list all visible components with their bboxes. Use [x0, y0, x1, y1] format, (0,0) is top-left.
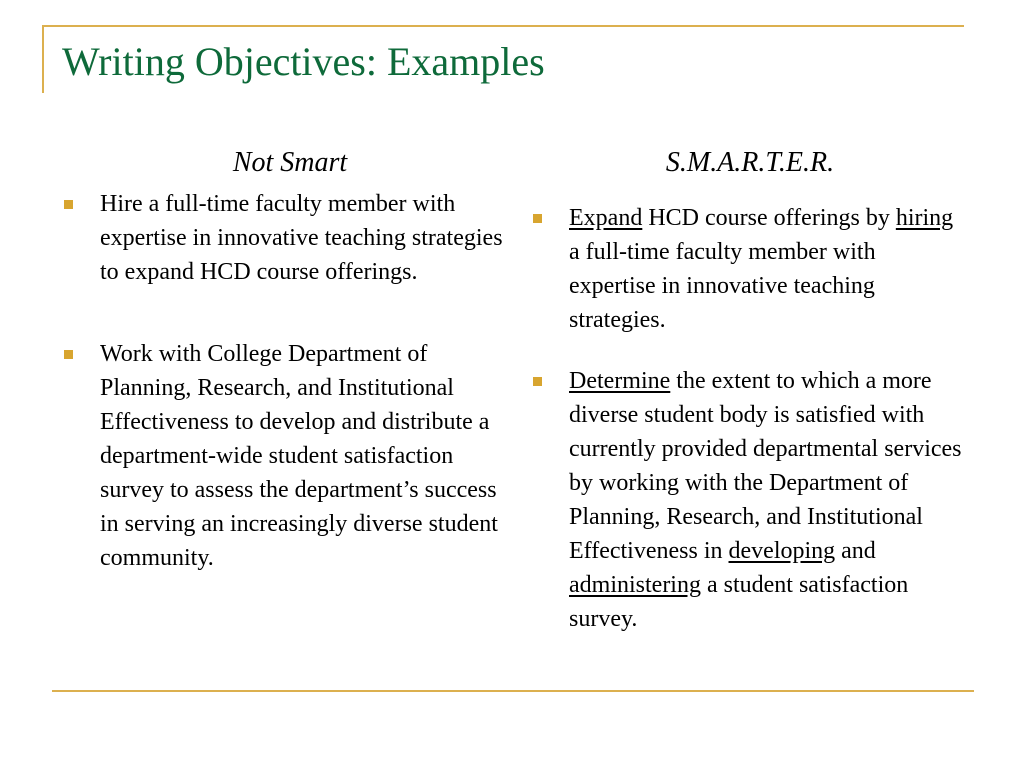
list-item-text	[569, 205, 953, 333]
text-segment: HCD course offerings by	[642, 205, 896, 231]
text-segment: the extent to which a more diverse student body is satisfied with currently provided departmental services by working with the Department of Planning, Research, and Institutional Effectiveness in	[569, 368, 962, 564]
list-item	[64, 337, 504, 575]
slide-title: Writing Objectives: Examples	[62, 39, 545, 84]
not-smart-list	[64, 187, 504, 575]
square-bullet-icon	[64, 350, 73, 359]
list-item-text: Work with College Department of Planning, Research, and Institutional Effectiveness to develop and distribute a department-wide student satisfaction survey to assess the department’s success in serving an increasingly diverse student community.	[100, 341, 498, 571]
list-item	[533, 201, 963, 337]
verb-underlined: Determine	[569, 368, 671, 394]
left-accent-line	[42, 25, 44, 93]
square-bullet-icon	[64, 200, 73, 209]
text-segment: a student satisfaction survey.	[569, 572, 909, 632]
list-item-text	[569, 368, 962, 632]
text-segment: a full-time faculty member with expertise in innovative teaching strategies.	[569, 239, 876, 333]
verb-underlined: administering	[569, 572, 701, 598]
top-divider-line	[42, 25, 964, 27]
list-item	[64, 187, 504, 289]
list-item	[533, 364, 963, 636]
square-bullet-icon	[533, 377, 542, 386]
verb-underlined: Expand	[569, 205, 643, 231]
column-heading-smarter: S.M.A.R.T.E.R.	[665, 147, 835, 178]
verb-underlined: developing	[728, 538, 836, 564]
list-item-text: Hire a full-time faculty member with expertise in innovative teaching strategies to expand HCD course offerings.	[100, 191, 503, 285]
text-segment: and	[835, 538, 876, 564]
square-bullet-icon	[533, 214, 542, 223]
smarter-list	[533, 201, 963, 636]
verb-underlined: hiring	[895, 205, 954, 231]
column-heading-not-smart: Not Smart	[232, 147, 348, 178]
bottom-divider-line	[52, 690, 974, 692]
